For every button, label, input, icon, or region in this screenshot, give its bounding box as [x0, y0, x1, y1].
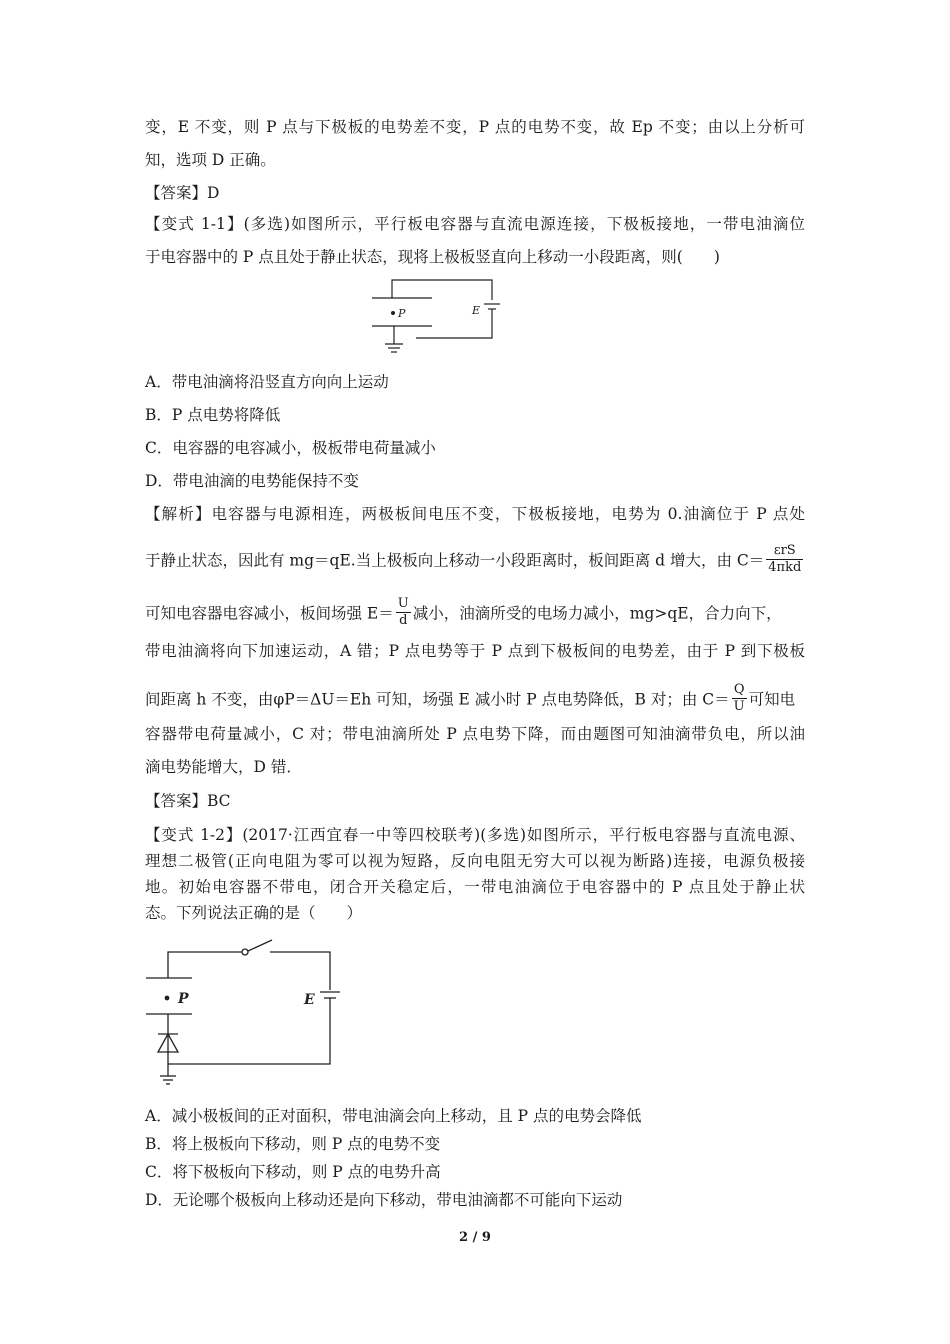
question-text: 【变式 1-1】(多选)如图所示，平行板电容器与直流电源连接，下极板接地，一带电油滴位: [145, 215, 805, 233]
option-b: B．P 点电势将降低: [145, 406, 281, 424]
analysis-segment: 间距离 h 不变，由φP＝ΔU＝Eh 可知，场强 E 减小时 P 点电势降低，B 对；由 C＝: [145, 690, 730, 709]
page-number: 2 / 9: [459, 1230, 491, 1245]
source-e-label: E: [304, 992, 315, 1008]
capacitance-formula: [766, 543, 803, 576]
option-c: C．将下极板向下移动，则 P 点的电势升高: [145, 1163, 441, 1181]
formula-denominator: d: [399, 613, 408, 628]
formula-denominator: U: [733, 699, 745, 714]
wire-top-right: [270, 952, 330, 990]
circuit-figure-1: [360, 272, 505, 362]
option-c: C．电容器的电容减小，极板带电荷量减小: [145, 439, 436, 457]
text-line: 变，E 不变，则 P 点与下极板的电势差不变，P 点的电势不变，故 Ep 不变；由以上分析可: [145, 118, 805, 136]
question-text: 地。初始电容器不带电，闭合开关稳定后，一带电油滴位于电容器中的 P 点且处于静止状: [145, 878, 805, 896]
field-formula: [396, 596, 411, 629]
text-line: 知，选项 D 正确。: [145, 151, 276, 169]
wire-top: [392, 280, 492, 300]
point-p-label: P: [398, 307, 406, 320]
wire-bottom: [416, 309, 492, 338]
analysis-segment: 减小，油滴所受的电场力减小，mg>qE，合力向下，: [412, 604, 782, 623]
analysis-segment: 可知电: [748, 690, 796, 709]
switch-terminal: [242, 949, 248, 955]
question-text: 【变式 1-2】(2017·江西宜春一中等四校联考)(多选)如图所示，平行板电容器与直流电源、: [145, 826, 805, 844]
analysis-text: [145, 684, 795, 717]
analysis-segment: 于静止状态，因此有 mg＝qE.当上极板向上移动一小段距离时，板间距离 d 增大，由 C＝: [145, 551, 765, 570]
answer-label: 【答案】BC: [145, 792, 231, 810]
wire-top-left: [168, 952, 242, 978]
answer-label: 【答案】D: [145, 184, 220, 202]
question-text: 态。下列说法正确的是（ ）: [145, 904, 363, 922]
analysis-text: [145, 598, 782, 631]
analysis-segment: 可知电容器电容减小，板间场强 E＝: [145, 604, 394, 623]
option-d: D．无论哪个极板向上移动还是向下移动，带电油滴都不可能向下运动: [145, 1191, 623, 1209]
analysis-text: 带电油滴将向下加速运动，A 错；P 点电势等于 P 点到下极板间的电势差，由于 P 到下极板: [145, 642, 805, 660]
formula-numerator: εrS: [766, 543, 803, 560]
analysis-text: 滴电势能增大，D 错．: [145, 758, 302, 776]
point-p-label: P: [178, 991, 189, 1007]
analysis-text: 容器带电荷量减小，C 对；带电油滴所处 P 点电势下降，而由题图可知油滴带负电，所以油: [145, 725, 805, 743]
option-a: A．带电油滴将沿竖直方向向上运动: [145, 373, 389, 391]
question-text: 于电容器中的 P 点且处于静止状态，现将上极板竖直向上移动一小段距离，则( ): [145, 248, 720, 266]
source-e-label: E: [472, 304, 481, 317]
analysis-text: 【解析】电容器与电源相连，两极板间电压不变，下极板接地，电势为 0.油滴位于 P 点处: [145, 505, 805, 523]
analysis-text: [145, 545, 805, 578]
switch-blade: [248, 940, 272, 951]
option-b: B．将上极板向下移动，则 P 点的电势不变: [145, 1135, 441, 1153]
option-d: D．带电油滴的电势能保持不变: [145, 472, 359, 490]
question-text: 理想二极管(正向电阻为零可以视为短路，反向电阻无穷大可以视为断路)连接，电源负极接: [145, 852, 805, 870]
circuit-figure-2: [140, 930, 350, 1090]
option-a: A．减小极板间的正对面积，带电油滴会向上移动，且 P 点的电势会降低: [145, 1107, 642, 1125]
point-p-dot: [391, 311, 395, 315]
charge-formula: [732, 682, 747, 715]
formula-numerator: Q: [732, 682, 747, 699]
formula-denominator: 4πkd: [768, 560, 802, 575]
point-p-dot: [165, 996, 170, 1001]
formula-numerator: U: [397, 596, 409, 611]
